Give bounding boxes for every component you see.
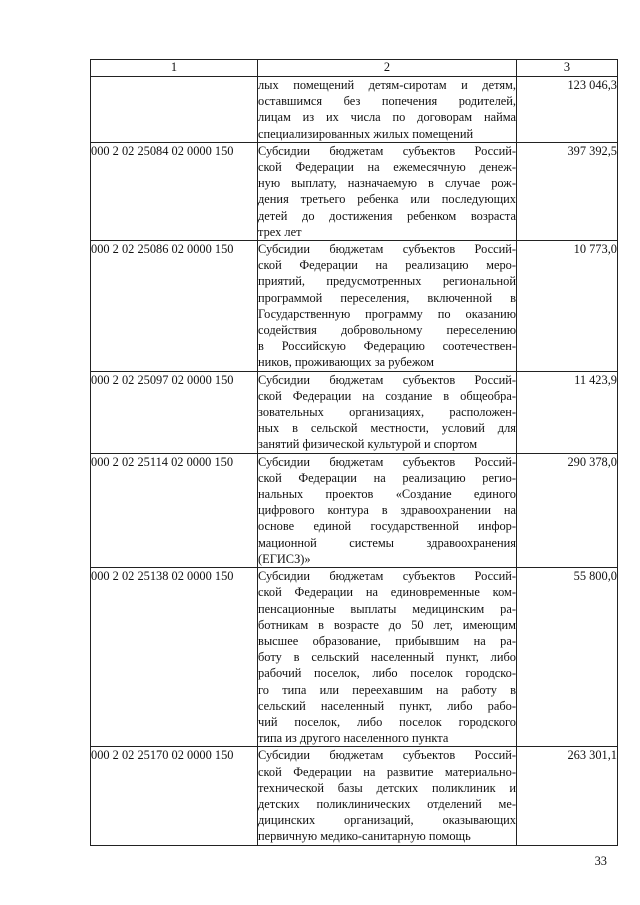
description-line: программой переселения, включенной в [258, 290, 516, 305]
table-row [91, 371, 618, 453]
description-line: боту в сельский населенный пункт, либо [258, 650, 516, 665]
description-line: специализированных жилых помещений [258, 126, 474, 141]
description-line: детей до достижения ребенком возраста [258, 208, 516, 223]
description-line: лицам из их числа по договорам найма [258, 110, 516, 125]
description-line: Субсидии бюджетам субъектов Россий- [258, 569, 516, 584]
table-row [91, 747, 618, 845]
description-line: ской Федерации на ежемесячную денеж- [258, 160, 516, 175]
description-line: оставшимся без попечения родителей, [258, 94, 516, 109]
amount-value: 55 800,0 [517, 568, 618, 747]
description-line: Субсидии бюджетам субъектов Россий- [258, 143, 516, 158]
description-line: го типа или переехавшим на работу в [258, 682, 516, 697]
table-row [91, 142, 618, 240]
table-row [91, 77, 618, 143]
budget-code: 000 2 02 25170 02 0000 150 [91, 747, 258, 845]
description-line: Субсидии бюджетам субъектов Россий- [258, 242, 516, 257]
description-line: ную выплату, назначаемую в случае рож- [258, 176, 516, 191]
revenue-description [258, 371, 517, 453]
header-col-3: 3 [517, 60, 618, 77]
description-line: лых помещений детям-сиротам и детям, [258, 78, 516, 92]
description-line: ской Федерации на реализацию меро- [258, 258, 516, 273]
description-line: пенсационные выплаты медицинским ра- [258, 601, 516, 616]
description-line: зовательных организациях, расположен- [258, 405, 516, 420]
table-row [91, 241, 618, 372]
page-number: 33 [594, 854, 607, 868]
amount-value: 11 423,9 [517, 371, 618, 453]
budget-code [91, 77, 258, 143]
revenue-description [258, 568, 517, 747]
revenue-description [258, 142, 517, 240]
budget-code: 000 2 02 25114 02 0000 150 [91, 453, 258, 567]
description-line: высшее образование, прибывшим на ра- [258, 633, 516, 648]
description-line: ской Федерации на создание в общеобра- [258, 388, 516, 403]
description-line: мационной системы здравоохранения [258, 535, 516, 550]
description-line: Субсидии бюджетам субъектов Россий- [258, 454, 516, 469]
revenue-description [258, 77, 517, 143]
description-line: дения третьего ребенка или последующих [258, 192, 516, 207]
amount-value: 290 378,0 [517, 453, 618, 567]
description-line: ных в сельской местности, условий для [258, 421, 516, 436]
description-line: Субсидии бюджетам субъектов Россий- [258, 372, 516, 387]
description-line: ской Федерации на единовременные ком- [258, 585, 516, 600]
description-line: содействия добровольному переселению [258, 323, 516, 338]
description-line: Государственную программу по оказанию [258, 306, 516, 321]
description-line: основе единой государственной инфор- [258, 519, 516, 534]
description-line: первичную медико-санитарную помощь [258, 829, 471, 844]
description-line: ской Федерации на реализацию регио- [258, 470, 516, 485]
description-line: (ЕГИСЗ)» [258, 551, 311, 566]
budget-code: 000 2 02 25138 02 0000 150 [91, 568, 258, 747]
budget-revenue-table [90, 59, 618, 846]
budget-code: 000 2 02 25086 02 0000 150 [91, 241, 258, 372]
description-line: цифрового контура в здравоохранении на [258, 503, 516, 518]
budget-code: 000 2 02 25084 02 0000 150 [91, 142, 258, 240]
header-col-1: 1 [91, 60, 258, 77]
description-line: рабочий поселок, либо поселок городско- [258, 666, 516, 681]
description-line: дицинских организаций, оказывающих [258, 813, 516, 828]
description-line: сельский населенный пункт, либо рабо- [258, 698, 516, 713]
table-body [91, 77, 618, 846]
budget-code: 000 2 02 25097 02 0000 150 [91, 371, 258, 453]
amount-value: 123 046,3 [517, 77, 618, 143]
table-header-row [91, 60, 618, 77]
description-line: Субсидии бюджетам субъектов Россий- [258, 748, 516, 763]
description-line: ской Федерации на развитие материально- [258, 764, 516, 779]
revenue-description [258, 747, 517, 845]
table-row [91, 453, 618, 567]
description-line: чий поселок, либо поселок городского [258, 714, 516, 729]
description-line: технической базы детских поликлиник и [258, 780, 516, 795]
header-col-2: 2 [258, 60, 517, 77]
revenue-description [258, 241, 517, 372]
description-line: ботникам в возрасте до 50 лет, имеющим [258, 617, 516, 632]
description-line: нальных проектов «Создание единого [258, 487, 516, 502]
description-line: детских поликлинических отделений ме- [258, 796, 516, 811]
revenue-description [258, 453, 517, 567]
description-line: ников, проживающих за рубежом [258, 355, 434, 370]
description-line: в Российскую Федерацию соотечествен- [258, 339, 516, 354]
description-line: занятий физической культурой и спортом [258, 437, 478, 452]
description-line: типа из другого населенного пункта [258, 731, 449, 746]
description-line: приятий, предусмотренных региональной [258, 274, 516, 289]
table-row [91, 568, 618, 747]
amount-value: 397 392,5 [517, 142, 618, 240]
description-line: трех лет [258, 224, 302, 239]
amount-value: 263 301,1 [517, 747, 618, 845]
amount-value: 10 773,0 [517, 241, 618, 372]
